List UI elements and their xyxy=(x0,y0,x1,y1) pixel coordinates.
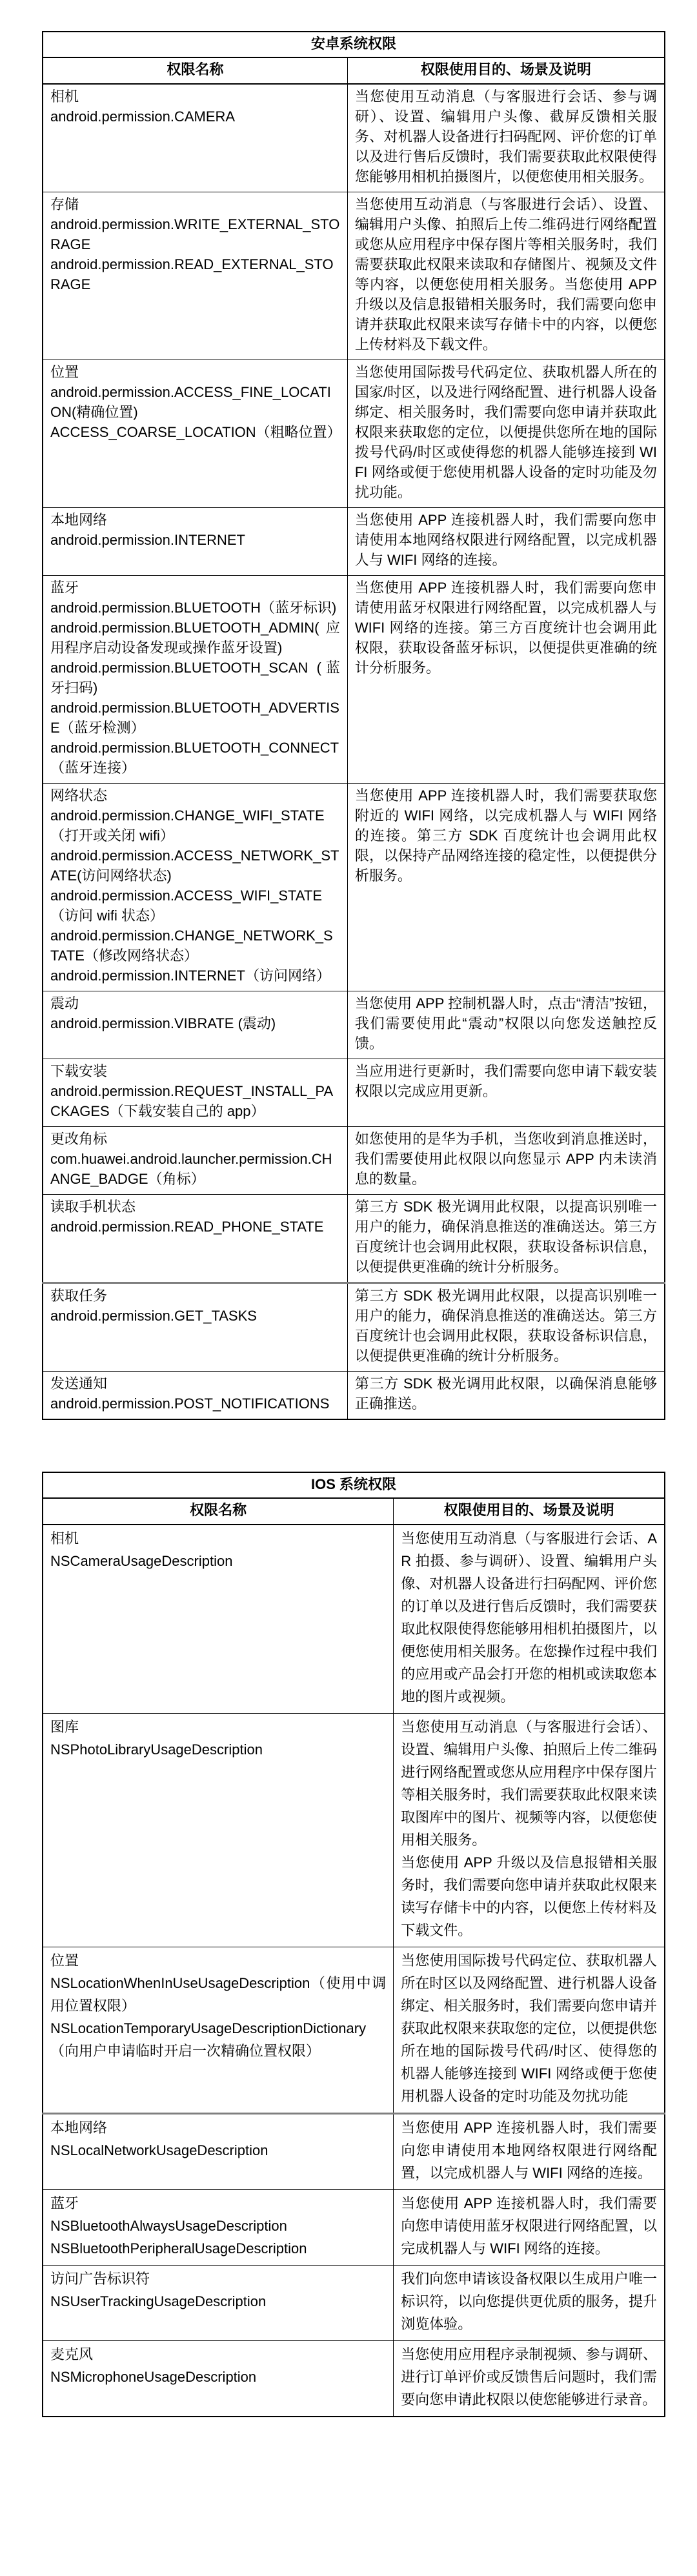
column-header-desc: 权限使用目的、场景及说明 xyxy=(347,57,665,84)
permission-desc-paragraph: 如您使用的是华为手机，当您收到消息推送时，我们需要使用此权限以向您显示 APP 内未读消息的数量。 xyxy=(354,1131,657,1187)
permission-identifier: android.permission.CAMERA xyxy=(50,108,236,125)
permission-row-android-0 xyxy=(43,84,665,192)
permission-identifier: ACCESS_COARSE_LOCATION（粗略位置） xyxy=(50,424,341,440)
permission-desc-cell xyxy=(347,1059,665,1127)
table-header-row xyxy=(43,57,665,84)
permission-row-android-4 xyxy=(43,576,665,784)
permission-desc-cell xyxy=(347,1195,665,1283)
permission-desc-paragraph: 当您使用国际拨号代码定位、获取机器人所在时区以及网络配置、进行机器人设备绑定、相关服务时，我们需要向您申请并获取此权限来获取您的定位，以便提供您所在地的国际拨号代码/时区、使得您的机器人能够连接到 WIFI 网络或便于您使用机器人设备的定时功能及勿扰功能 xyxy=(401,1952,657,2104)
permission-row-android-6 xyxy=(43,991,665,1059)
permission-category-label: 相机 xyxy=(50,1530,79,1547)
permission-identifier: android.permission.BLUETOOTH_SCAN (蓝牙扫码) xyxy=(50,660,340,696)
permission-category-label: 蓝牙 xyxy=(50,580,79,596)
permission-name-cell xyxy=(43,84,347,192)
table-title: 安卓系统权限 xyxy=(43,32,665,57)
permission-name-cell xyxy=(43,1059,347,1127)
permission-desc-cell xyxy=(347,1127,665,1195)
permissions-table-android xyxy=(42,31,665,1420)
permission-identifier: android.permission.BLUETOOTH_CONNECT（蓝牙连接） xyxy=(50,740,339,776)
permission-name-cell xyxy=(43,2190,394,2266)
permission-identifier: NSLocalNetworkUsageDescription xyxy=(50,2142,268,2158)
permission-category-label: 震动 xyxy=(50,995,79,1011)
permission-row-android-1 xyxy=(43,192,665,360)
permission-desc-cell xyxy=(347,84,665,192)
permission-desc-cell xyxy=(347,1372,665,1420)
permission-row-ios-6 xyxy=(43,2341,665,2417)
column-header-name: 权限名称 xyxy=(43,57,347,84)
permissions-table-ios xyxy=(42,1472,665,2417)
permission-desc-paragraph: 第三方 SDK 极光调用此权限，以提高识别唯一用户的能力，确保消息推送的准确送达。第三方百度统计也会调用此权限，获取设备标识信息，以便提供更准确的统计分析服务。 xyxy=(354,1199,657,1275)
permission-identifier: android.permission.INTERNET（访问网络） xyxy=(50,968,330,984)
permission-identifier: NSUserTrackingUsageDescription xyxy=(50,2293,267,2309)
permission-desc-paragraph: 我们向您申请该设备权限以生成用户唯一标识符，以向您提供更优质的服务，提升浏览体验。 xyxy=(401,2271,657,2332)
permission-row-android-2 xyxy=(43,360,665,508)
permission-desc-paragraph: 当应用进行更新时，我们需要向您申请下载安装权限以完成应用更新。 xyxy=(354,1063,657,1099)
permission-category-label: 相机 xyxy=(50,88,79,105)
permission-desc-cell xyxy=(347,784,665,991)
permission-identifier: android.permission.CHANGE_WIFI_STATE（打开或关闭 wifi） xyxy=(50,807,325,844)
permission-identifier: NSMicrophoneUsageDescription xyxy=(50,2369,257,2385)
permission-desc-cell xyxy=(394,2190,665,2266)
permission-identifier: android.permission.BLUETOOTH_ADVERTISE（蓝牙检测） xyxy=(50,700,339,736)
permission-category-label: 蓝牙 xyxy=(50,2195,79,2211)
permission-name-cell xyxy=(43,2114,394,2190)
permission-category-label: 图库 xyxy=(50,1719,79,1735)
permission-name-cell xyxy=(43,2266,394,2341)
permission-desc-paragraph: 当您使用 APP 连接机器人时，我们需要获取您附近的 WIFI 网络，以完成机器人与 WIFI 网络的连接。第三方 SDK 百度统计也会调用此权限，以保持产品网络连接的稳定性，以便提供分析服务。 xyxy=(354,787,657,884)
table-title-row xyxy=(43,32,665,57)
table-title: IOS 系统权限 xyxy=(43,1472,665,1498)
permission-desc-cell xyxy=(347,360,665,508)
permission-category-label: 本地网络 xyxy=(50,512,108,528)
permission-identifier: android.permission.GET_TASKS xyxy=(50,1308,257,1324)
permission-desc-paragraph: 当您使用互动消息（与客服进行会话）、设置、编辑用户头像、拍照后上传二维码进行网络配置或您从应用程序中保存图片等相关服务时，我们需要获取此权限来读取和存储图片、视频及文件等内容，以便您使用相关服务。当您使用 APP 升级以及信息报错相关服务时，我们需要向您申请并获取此权限来读写存储卡中的内容，以便您上传材料及下载文件。 xyxy=(354,196,657,352)
permission-row-android-3 xyxy=(43,508,665,576)
permission-row-ios-2 xyxy=(43,1947,665,2114)
permission-identifier: android.permission.ACCESS_FINE_LOCATION(精确位置) xyxy=(50,384,331,420)
column-header-desc: 权限使用目的、场景及说明 xyxy=(394,1498,665,1525)
permission-identifier: android.permission.VIBRATE (震动) xyxy=(50,1015,276,1031)
permission-category-label: 下载安装 xyxy=(50,1063,108,1079)
permission-identifier: android.permission.CHANGE_NETWORK_STATE（修改网络状态） xyxy=(50,928,333,964)
permission-identifier: android.permission.ACCESS_NETWORK_STATE(访问网络状态) xyxy=(50,847,339,884)
permission-identifier: android.permission.BLUETOOTH（蓝牙标识) xyxy=(50,600,337,616)
permission-row-android-8 xyxy=(43,1127,665,1195)
permission-desc-cell xyxy=(394,1947,665,2114)
permission-identifier: android.permission.READ_PHONE_STATE xyxy=(50,1219,324,1235)
permission-desc-cell xyxy=(347,508,665,576)
permission-identifier: android.permission.INTERNET xyxy=(50,532,245,548)
permission-desc-paragraph: 第三方 SDK 极光调用此权限，以提高识别唯一用户的能力，确保消息推送的准确送达。第三方百度统计也会调用此权限，获取设备标识信息，以便提供更准确的统计分析服务。 xyxy=(354,1288,657,1364)
permission-desc-paragraph: 当您使用互动消息（与客服进行会话、参与调研）、设置、编辑用户头像、截屏反馈相关服务、对机器人设备进行扫码配网、评价您的订单以及进行售后反馈时，我们需要获取此权限使得您能够用相机拍摄图片，以便您使用相关服务。 xyxy=(354,88,657,185)
table-title-row xyxy=(43,1472,665,1498)
permission-name-cell xyxy=(43,508,347,576)
permission-category-label: 访问广告标识符 xyxy=(50,2271,150,2287)
permission-desc-paragraph: 当您使用 APP 连接机器人时，我们需要向您申请使用本地网络权限进行网络配置，以完成机器人与 WIFI 网络的连接。 xyxy=(354,512,657,568)
permission-desc-cell xyxy=(347,991,665,1059)
permission-row-android-10 xyxy=(43,1283,665,1372)
column-header-name: 权限名称 xyxy=(43,1498,394,1525)
permission-desc-cell xyxy=(394,2266,665,2341)
permission-identifier: android.permission.BLUETOOTH_ADMIN(应用程序启动设备发现或操作蓝牙设置) xyxy=(50,620,340,656)
permission-identifier: com.huawei.android.launcher.permission.CHANGE_BADGE（角标） xyxy=(50,1151,332,1187)
permission-desc-paragraph: 当您使用国际拨号代码定位、获取机器人所在的国家/时区，以及进行网络配置、进行机器人设备绑定、相关服务时，我们需要向您申请并获取此权限来获取您的定位，以便提供您所在地的国际拨号代码/时区或使得您的机器人能够连接到 WIFI 网络或便于您使用机器人设备的定时功能及勿扰功能。 xyxy=(354,364,657,500)
permission-desc-paragraph: 当您使用互动消息（与客服进行会话）、设置、编辑用户头像、拍照后上传二维码进行网络配置或您从应用程序中保存图片等相关服务时，我们需要获取此权限来读取图库中的图片、视频等内容，以便您使用相关服务。 xyxy=(401,1719,657,1848)
permission-desc-paragraph: 当您使用 APP 控制机器人时，点击“清洁”按钮，我们需要使用此“震动”权限以向您发送触控反馈。 xyxy=(354,995,657,1051)
permission-identifier: android.permission.REQUEST_INSTALL_PACKAGES（下载安装自己的 app） xyxy=(50,1083,334,1119)
permission-category-label: 发送通知 xyxy=(50,1375,108,1392)
permission-desc-cell xyxy=(394,1525,665,1714)
permission-name-cell xyxy=(43,991,347,1059)
permission-identifier: NSCameraUsageDescription xyxy=(50,1553,233,1569)
permission-name-cell xyxy=(43,1525,394,1714)
permission-name-cell xyxy=(43,1283,347,1372)
permission-desc-paragraph: 第三方 SDK 极光调用此权限，以确保消息能够正确推送。 xyxy=(354,1375,657,1412)
permission-tables-container xyxy=(42,31,697,2417)
permission-name-cell xyxy=(43,1714,394,1947)
permission-identifier: NSLocationTemporaryUsageDescriptionDictionary（向用户申请临时开启一次精确位置权限） xyxy=(50,2020,367,2059)
permission-identifier: android.permission.READ_EXTERNAL_STORAGE xyxy=(50,256,334,292)
permission-row-android-7 xyxy=(43,1059,665,1127)
permission-identifier: android.permission.WRITE_EXTERNAL_STORAGE xyxy=(50,216,340,252)
permission-name-cell xyxy=(43,192,347,360)
permission-desc-cell xyxy=(347,1283,665,1372)
permission-name-cell xyxy=(43,1195,347,1283)
permission-desc-paragraph: 当您使用 APP 连接机器人时，我们需要向您申请使用蓝牙权限进行网络配置，以完成机器人与 WIFI 网络的连接。 xyxy=(401,2195,657,2257)
permission-row-ios-1 xyxy=(43,1714,665,1947)
permission-desc-paragraph: 当您使用 APP 升级以及信息报错相关服务时，我们需要向您申请并获取此权限来读写存储卡中的内容，以便您上传材料及下载文件。 xyxy=(401,1854,657,1938)
permission-category-label: 网络状态 xyxy=(50,787,108,804)
permission-identifier: android.permission.POST_NOTIFICATIONS xyxy=(50,1395,330,1412)
permission-row-android-11 xyxy=(43,1372,665,1420)
permission-row-ios-4 xyxy=(43,2190,665,2266)
permission-row-ios-5 xyxy=(43,2266,665,2341)
permission-row-ios-0 xyxy=(43,1525,665,1714)
permission-desc-cell xyxy=(394,2114,665,2190)
permission-desc-cell xyxy=(347,576,665,784)
permission-desc-cell xyxy=(347,192,665,360)
permission-name-cell xyxy=(43,1947,394,2114)
permission-row-android-5 xyxy=(43,784,665,991)
permission-name-cell xyxy=(43,1372,347,1420)
permission-identifier: android.permission.ACCESS_WIFI_STATE（访问 wifi 状态） xyxy=(50,887,322,924)
permission-category-label: 更改角标 xyxy=(50,1131,108,1147)
permission-desc-cell xyxy=(394,1714,665,1947)
permission-row-ios-3 xyxy=(43,2114,665,2190)
permission-category-label: 位置 xyxy=(50,364,79,380)
permission-category-label: 存储 xyxy=(50,196,79,212)
table-header-row xyxy=(43,1498,665,1525)
permission-name-cell xyxy=(43,1127,347,1195)
permission-name-cell xyxy=(43,360,347,508)
permission-category-label: 位置 xyxy=(50,1952,79,1969)
permission-name-cell xyxy=(43,576,347,784)
permission-identifier: NSBluetoothPeripheralUsageDescription xyxy=(50,2240,307,2257)
permission-category-label: 获取任务 xyxy=(50,1288,108,1304)
permission-name-cell xyxy=(43,2341,394,2417)
permission-identifier: NSLocationWhenInUseUsageDescription（使用中调用位置权限） xyxy=(50,1975,387,2014)
permission-category-label: 本地网络 xyxy=(50,2120,108,2136)
permission-desc-cell xyxy=(394,2341,665,2417)
permission-desc-paragraph: 当您使用 APP 连接机器人时，我们需要向您申请使用本地网络权限进行网络配置，以完成机器人与 WIFI 网络的连接。 xyxy=(401,2120,657,2181)
permission-identifier: NSPhotoLibraryUsageDescription xyxy=(50,1741,263,1758)
permission-desc-paragraph: 当您使用 APP 连接机器人时，我们需要向您申请使用蓝牙权限进行网络配置，以完成机器人与 WIFI 网络的连接。第三方百度统计也会调用此权限，获取设备蓝牙标识，以便提供更准确的统计分析服务。 xyxy=(354,580,657,676)
permission-row-android-9 xyxy=(43,1195,665,1283)
permission-category-label: 麦克风 xyxy=(50,2346,94,2362)
permission-name-cell xyxy=(43,784,347,991)
permission-category-label: 读取手机状态 xyxy=(50,1199,136,1215)
permission-desc-paragraph: 当您使用应用程序录制视频、参与调研、进行订单评价或反馈售后问题时，我们需要向您申请此权限以使您能够进行录音。 xyxy=(401,2346,657,2408)
permission-desc-paragraph: 当您使用互动消息（与客服进行会话、AR 拍摄、参与调研）、设置、编辑用户头像、对机器人设备进行扫码配网、评价您的订单以及进行售后反馈时，我们需要获取此权限使得您能够用相机拍摄图片，以便您使用相关服务。在您操作过程中我们的应用或产品会打开您的相机或读取您本地的图片或视频。 xyxy=(401,1530,657,1705)
permission-identifier: NSBluetoothAlwaysUsageDescription xyxy=(50,2218,287,2234)
